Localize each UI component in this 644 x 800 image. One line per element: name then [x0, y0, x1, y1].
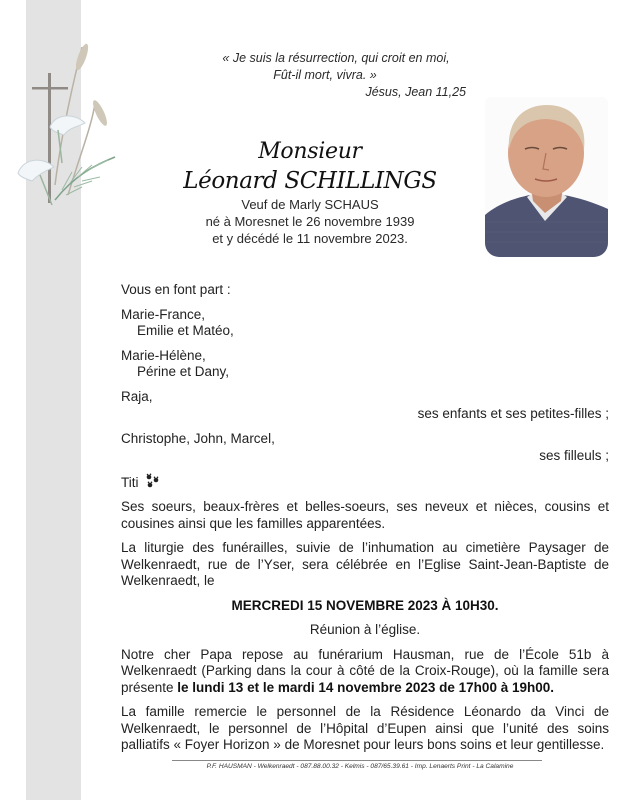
quote-line-1: « Je suis la résurrection, qui croit en moi,	[222, 51, 450, 65]
civility: Monsieur	[258, 139, 362, 164]
family-member-children: Emilie et Matéo,	[137, 323, 234, 338]
portrait-photo	[485, 97, 608, 257]
relatives-paragraph: Ses soeurs, beaux-frères et belles-soeurs, ses neveux et nièces, cousins et cousines ainsi que les familles apparentées.	[121, 499, 609, 531]
footer-rule	[172, 760, 542, 761]
footer-credits: P.F. HAUSMAN - Welkenraedt - 087.88.00.32 - Kelmis - 087/65.39.61 - Imp. Lenaerts Print - La Calamine	[206, 763, 514, 770]
birth-info: né à Moresnet le 26 novembre 1939	[205, 214, 415, 229]
death-info: et y décédé le 11 novembre 2023.	[212, 231, 408, 246]
meeting-note: Réunion à l’église.	[309, 622, 421, 637]
repose-paragraph	[121, 647, 609, 697]
deceased-name: Léonard SCHILLINGS	[183, 168, 437, 194]
thanks-paragraph: La famille remercie le personnel de la Résidence Léonardo da Vinci de Welkenraedt, le personnel de l’Hôpital d’Eupen ainsi que l’unité des soins palliatifs « Foyer Horizon » de Moresnet pour leurs bons soins et leur gentillesse.	[121, 704, 609, 752]
funeral-datetime: MERCREDI 15 NOVEMBRE 2023 À 10H30.	[231, 597, 499, 613]
cross-lily-icon	[0, 35, 130, 225]
quote-attribution: Jésus, Jean 11,25	[365, 85, 466, 99]
children-label: ses enfants et ses petites-filles ;	[417, 406, 609, 421]
liturgy-paragraph: La liturgie des funérailles, suivie de l’inhumation au cimetière Paysager de Welkenraedt, rue de l’Yser, sera célébrée en l’Eglise Saint-Jean-Baptiste de Welkenraedt, le	[121, 540, 609, 588]
godchildren: Christophe, John, Marcel,	[121, 430, 275, 446]
repose-text: Notre cher Papa repose au funérarium Hausman, rue de l’École 51b à Welkenraedt (Parking dans la cour à côté de la Croix-Rouge), où la famille sera présente	[121, 646, 609, 695]
scripture-quote	[180, 50, 470, 101]
family-member-name: Marie-Hélène,	[121, 347, 206, 363]
godchildren-label: ses filleuls ;	[539, 448, 609, 463]
family-member-name: Marie-France,	[121, 306, 206, 322]
widower-of: Veuf de Marly SCHAUS	[241, 197, 379, 212]
pet-name: Titi	[121, 474, 139, 490]
repose-times: le lundi 13 et le mardi 14 novembre 2023 de 17h00 à 19h00.	[177, 679, 554, 695]
pet-line	[121, 473, 609, 492]
announcement-body	[121, 282, 609, 754]
family-member-name: Raja,	[121, 388, 153, 404]
intro: Vous en font part :	[121, 282, 231, 297]
deceased-header	[183, 138, 437, 247]
family-member-children: Périne et Dany,	[137, 364, 230, 379]
quote-line-2: Fût-il mort, vivra. »	[273, 68, 377, 82]
paw-prints-icon	[145, 473, 161, 489]
